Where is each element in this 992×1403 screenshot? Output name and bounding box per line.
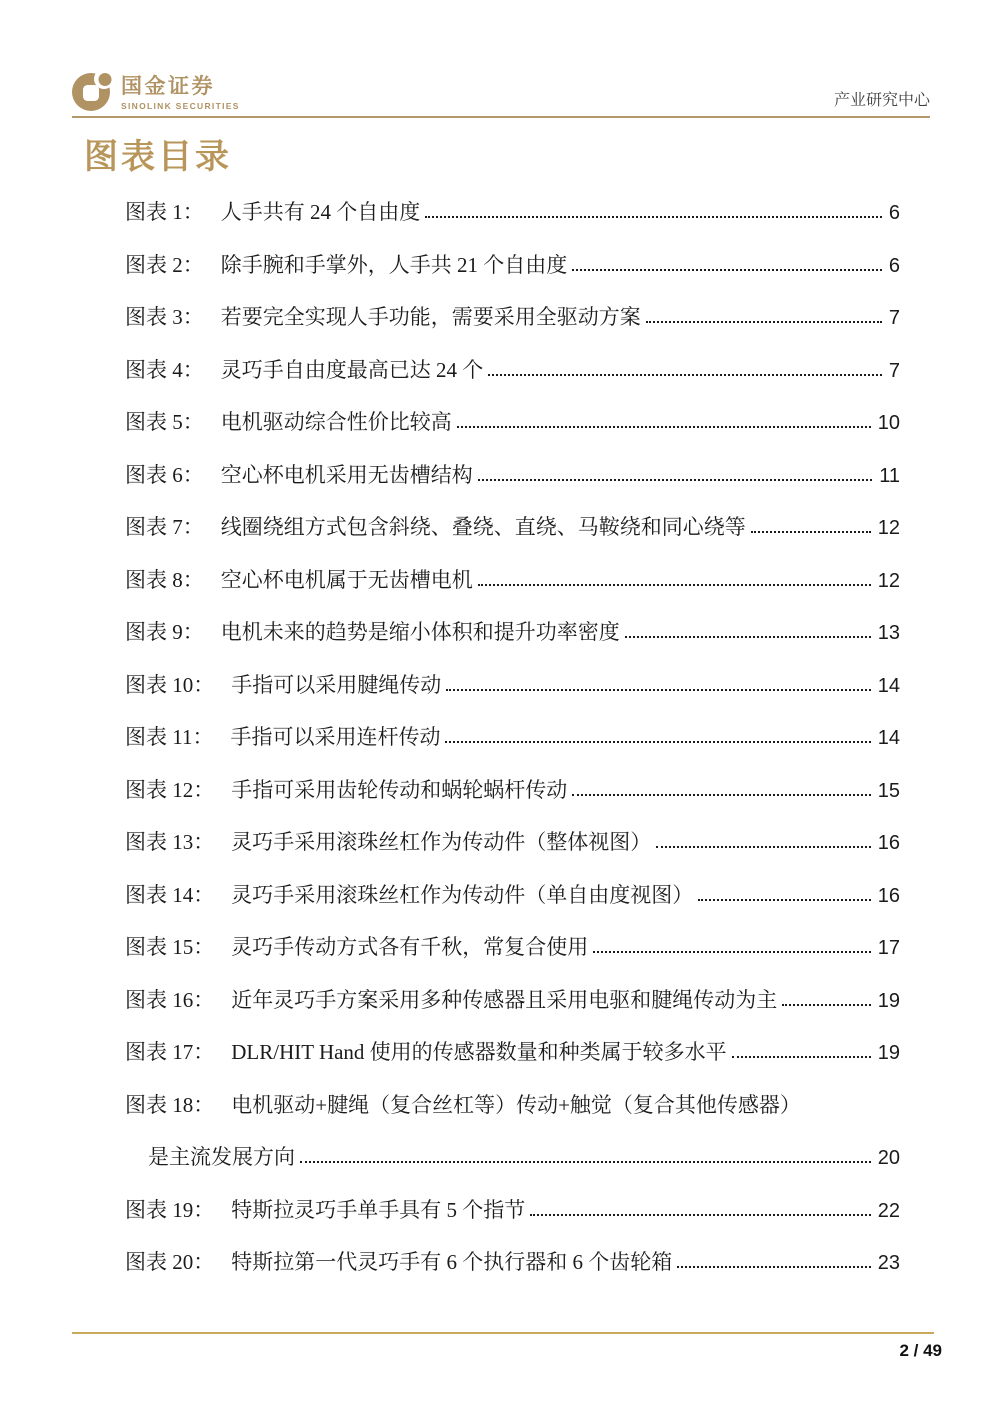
toc-dot-leader bbox=[300, 1161, 871, 1163]
toc-entry-page: 7 bbox=[888, 307, 900, 329]
toc-entry-page: 17 bbox=[877, 937, 900, 959]
toc-entry-label: 图表 15： bbox=[125, 935, 215, 959]
toc-entry-title: 近年灵巧手方案采用多种传感器且采用电驱和腱绳传动为主 bbox=[231, 987, 778, 1012]
header-rule bbox=[72, 116, 930, 118]
toc-entry-title: 手指可以采用连杆传动 bbox=[230, 725, 441, 749]
brand-name-cn: 国金证券 bbox=[121, 75, 215, 98]
footer-rule bbox=[72, 1332, 934, 1334]
toc-entry-label: 图表 18： bbox=[125, 1092, 215, 1117]
toc-entry[interactable] bbox=[125, 871, 900, 924]
toc-entry[interactable] bbox=[125, 346, 900, 399]
toc-entry-label: 图表 10： bbox=[125, 672, 215, 697]
toc-entry[interactable] bbox=[125, 661, 900, 714]
toc-entry-label: 图表 14： bbox=[125, 882, 215, 907]
toc-entry-page: 20 bbox=[877, 1147, 900, 1169]
toc-entry-title: 人手共有 24 个自由度 bbox=[220, 200, 421, 224]
toc-dot-leader bbox=[593, 951, 871, 953]
toc-entry-page: 6 bbox=[888, 254, 900, 277]
toc-dot-leader bbox=[698, 899, 871, 901]
toc-entry-label: 图表 7： bbox=[125, 515, 204, 539]
toc-entry-title: 灵巧手采用滚珠丝杠作为传动件（整体视图） bbox=[231, 830, 652, 854]
toc-entry-title: 空心杯电机属于无齿槽电机 bbox=[220, 567, 473, 592]
toc-entry-title: 特斯拉灵巧手单手具有 5 个指节 bbox=[231, 1197, 526, 1222]
toc-entry-page: 19 bbox=[877, 989, 900, 1012]
toc-entry[interactable] bbox=[125, 976, 900, 1029]
toc-dot-leader bbox=[478, 584, 871, 586]
toc-dot-leader bbox=[572, 269, 882, 271]
toc-dot-leader bbox=[425, 216, 882, 218]
toc-entry-page: 23 bbox=[877, 1252, 900, 1274]
toc-entry[interactable] bbox=[125, 503, 900, 556]
toc-dot-leader bbox=[446, 689, 871, 691]
toc-entry-label: 图表 1： bbox=[125, 200, 204, 224]
toc-entry-page: 14 bbox=[877, 727, 900, 749]
toc-entry-label: 图表 11： bbox=[125, 725, 214, 749]
toc-entry[interactable] bbox=[125, 818, 900, 871]
toc-dot-leader bbox=[782, 1004, 871, 1006]
header-logo bbox=[72, 71, 240, 111]
toc-entry[interactable] bbox=[125, 293, 900, 346]
toc-entry-page: 15 bbox=[877, 779, 900, 802]
toc-entry-page: 19 bbox=[877, 1042, 900, 1064]
toc-entry[interactable] bbox=[125, 1186, 900, 1239]
toc-entry[interactable] bbox=[125, 923, 900, 976]
toc-dot-leader bbox=[478, 479, 872, 481]
toc-entry-title: 电机驱动+腱绳（复合丝杠等）传动+触觉（复合其他传感器） bbox=[231, 1092, 801, 1117]
toc-entry-page: 7 bbox=[888, 359, 900, 382]
toc-entry-page: 14 bbox=[877, 674, 900, 697]
toc-entry[interactable] bbox=[125, 188, 900, 241]
toc-dot-leader bbox=[646, 321, 882, 323]
toc-entry-page: 13 bbox=[877, 622, 900, 644]
toc-entry-label: 图表 6： bbox=[125, 462, 204, 487]
toc-dot-leader bbox=[656, 846, 871, 848]
toc-entry[interactable] bbox=[125, 1238, 900, 1291]
toc-entry-title: 电机驱动综合性价比较高 bbox=[220, 410, 452, 434]
toc-entry-title: 空心杯电机采用无齿槽结构 bbox=[220, 462, 473, 487]
toc-entry-label: 图表 4： bbox=[125, 357, 204, 382]
toc-entry-page: 6 bbox=[888, 202, 900, 224]
toc-entry[interactable] bbox=[125, 556, 900, 609]
toc-entry-label: 图表 17： bbox=[125, 1040, 215, 1064]
toc-entry-page: 11 bbox=[879, 464, 900, 487]
toc-entry-title: 电机未来的趋势是缩小体积和提升功率密度 bbox=[220, 620, 620, 644]
toc-entry-title: 除手腕和手掌外，人手共 21 个自由度 bbox=[220, 252, 568, 277]
toc-dot-leader bbox=[572, 794, 871, 796]
toc-entry[interactable] bbox=[125, 1081, 900, 1134]
toc-entry-page: 12 bbox=[877, 517, 900, 539]
toc-entry-label: 图表 13： bbox=[125, 830, 215, 854]
toc-entry[interactable] bbox=[125, 451, 900, 504]
toc-dot-leader bbox=[445, 741, 870, 743]
page-title: 图表目录 bbox=[84, 139, 232, 176]
toc-entry[interactable] bbox=[125, 241, 900, 294]
toc-entry-label: 图表 9： bbox=[125, 620, 204, 644]
brand-name-en: SINOLINK SECURITIES bbox=[121, 101, 240, 111]
toc-dot-leader bbox=[732, 1056, 871, 1058]
toc-dot-leader bbox=[488, 374, 882, 376]
toc-entry[interactable] bbox=[125, 1133, 900, 1186]
toc-entry-label: 图表 8： bbox=[125, 567, 204, 592]
toc-entry[interactable] bbox=[125, 713, 900, 766]
toc-dot-leader bbox=[751, 531, 871, 533]
toc-entry-title: 若要完全实现人手功能，需要采用全驱动方案 bbox=[220, 305, 641, 329]
toc-entry-title: 手指可采用齿轮传动和蜗轮蜗杆传动 bbox=[231, 777, 568, 802]
toc-entry[interactable] bbox=[125, 398, 900, 451]
toc-entry-page: 22 bbox=[877, 1199, 900, 1222]
toc-dot-leader bbox=[625, 636, 871, 638]
toc-entry-label: 图表 19： bbox=[125, 1197, 215, 1222]
toc-entry-title: 线圈绕组方式包含斜绕、叠绕、直绕、马鞍绕和同心绕等 bbox=[220, 515, 746, 539]
toc-entry[interactable] bbox=[125, 766, 900, 819]
toc-entry-title: 灵巧手传动方式各有千秋，常复合使用 bbox=[231, 935, 589, 959]
toc-dot-leader bbox=[677, 1266, 871, 1268]
toc-entry-page: 12 bbox=[877, 569, 900, 592]
department-label: 产业研究中心 bbox=[833, 92, 930, 109]
toc-entry[interactable] bbox=[125, 608, 900, 661]
toc-entry-label: 图表 5： bbox=[125, 410, 204, 434]
toc-entry-label: 图表 16： bbox=[125, 987, 215, 1012]
toc-entry-title: 是主流发展方向 bbox=[148, 1145, 295, 1169]
footer-page-number: 2 / 49 bbox=[899, 1341, 942, 1360]
toc-dot-leader bbox=[457, 426, 871, 428]
toc-entry-title: 特斯拉第一代灵巧手有 6 个执行器和 6 个齿轮箱 bbox=[231, 1250, 673, 1274]
logo-text bbox=[121, 71, 240, 111]
toc-entry-title: 灵巧手采用滚珠丝杠作为传动件（单自由度视图） bbox=[231, 882, 694, 907]
toc-entry-page: 10 bbox=[877, 412, 900, 434]
toc-entry-label: 图表 12： bbox=[125, 777, 215, 802]
toc-entry-page: 16 bbox=[877, 884, 900, 907]
toc-entry-title: DLR/HIT Hand 使用的传感器数量和种类属于较多水平 bbox=[231, 1040, 727, 1064]
toc-entry-label: 图表 2： bbox=[125, 252, 204, 277]
toc-entry-title: 手指可以采用腱绳传动 bbox=[231, 672, 442, 697]
toc-dot-leader bbox=[530, 1214, 871, 1216]
toc-list bbox=[125, 188, 900, 1291]
toc-entry[interactable] bbox=[125, 1028, 900, 1081]
toc-entry-label: 图表 20： bbox=[125, 1250, 215, 1274]
toc-entry-page: 16 bbox=[877, 832, 900, 854]
sinolink-circle-logo-icon bbox=[72, 71, 112, 111]
toc-entry-label: 图表 3： bbox=[125, 305, 204, 329]
toc-entry-title: 灵巧手自由度最高已达 24 个 bbox=[220, 357, 484, 382]
